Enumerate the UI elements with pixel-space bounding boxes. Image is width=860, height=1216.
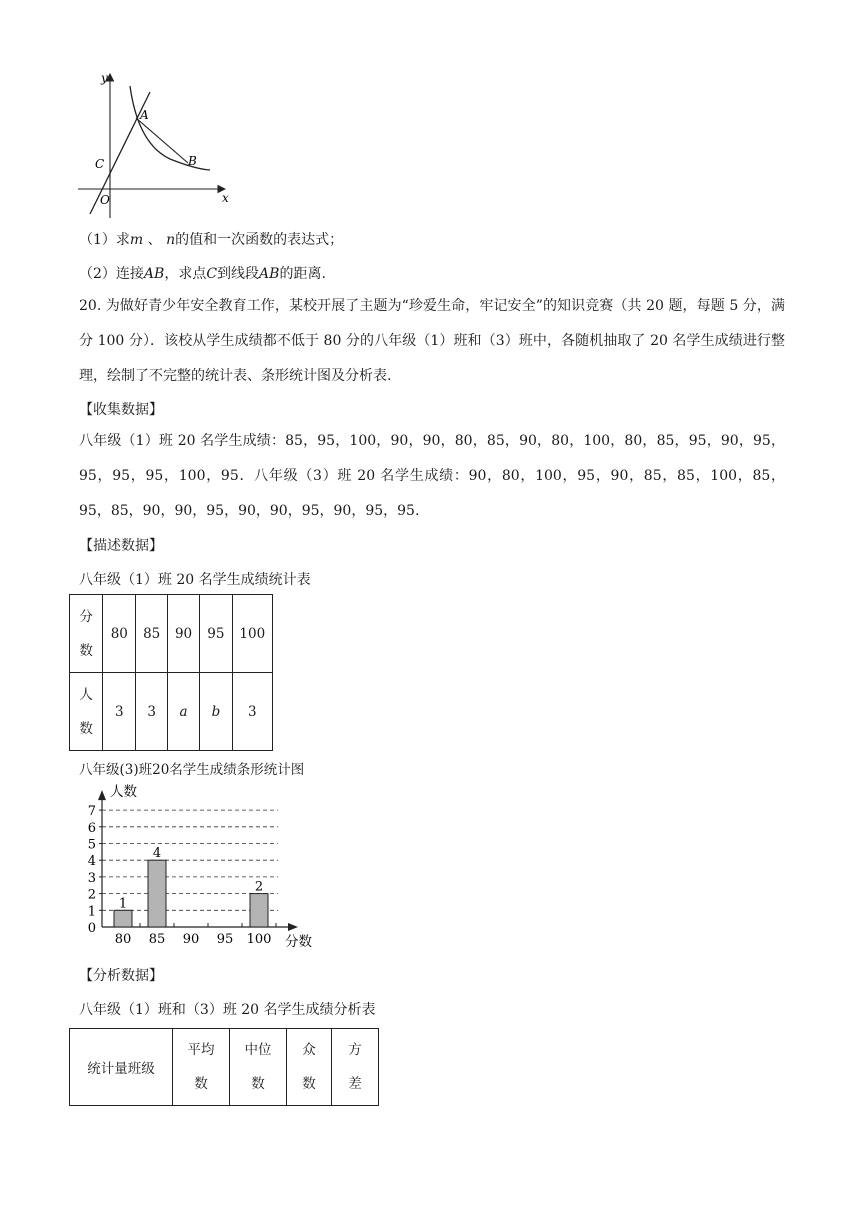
table1-cell: a (167, 673, 199, 751)
x-tick-label: 100 (246, 932, 272, 947)
table1-cell: 3 (232, 673, 272, 751)
y-axis-arrow (98, 790, 106, 800)
table2-corner-cell: 统计量班级 (70, 1029, 173, 1106)
class3-score-bar-chart (80, 778, 330, 954)
bar (148, 860, 166, 927)
chart-title: 八年级(3)班20名学生成绩条形统计图 (79, 762, 305, 778)
y-tick-label: 2 (87, 887, 96, 903)
bar (114, 910, 132, 927)
table2-header-variance: 方 差 (332, 1029, 379, 1106)
q19-part2: （2）连接AB，求点C到线段AB的距离. (79, 266, 326, 282)
x-tick-label: 95 (216, 932, 234, 947)
y-tick-label: 0 (87, 921, 96, 936)
point-c-label: C (95, 157, 105, 171)
y-tick-label: 1 (87, 904, 96, 920)
table2-header-mode: 众 数 (287, 1029, 332, 1106)
y-tick-label: 5 (87, 837, 96, 853)
class1-score-table (69, 594, 273, 751)
table1-cell: 3 (103, 673, 136, 751)
table1-cell: 80 (103, 595, 136, 673)
q19-part1: （1）求m 、 n的值和一次函数的表达式； (79, 232, 344, 248)
q20-intro: 20. 为做好青少年安全教育工作，某校开展了主题为“珍爱生命，牢记安全”的知识竞赛（共 20 题，每题 5 分，满分 100 分）．该校从学生成绩都不低于 80 分的八年级（1）班和（3）班中，各随机抽取了 20 名学生成绩进行整理，绘制了不完整的统计表、条形统计图及分析表. (79, 298, 785, 384)
describe-heading: 【描述数据】 (79, 538, 163, 554)
x-tick-label: 85 (148, 932, 166, 947)
collect-data-text: 八年级（1）班 20 名学生成绩：85，95，100，90，90，80，85，90，80，100，80，85，95，90，95，95，95，95，100，95．八年级（3）班 20 名学生成绩：90，80，100，95，90，85，85，100，85，95，85，90，90，95，90，90，95，90，95，95. (79, 433, 785, 519)
table2-header-mean: 平均 数 (173, 1029, 230, 1106)
table1-cell: 95 (200, 595, 232, 673)
table1-cell: b (200, 673, 232, 751)
x-axis-arrow (288, 923, 298, 931)
hyperbola-curve (130, 86, 210, 170)
x-tick-label: 80 (114, 932, 132, 947)
x-tick-label: 90 (182, 932, 200, 947)
x-axis-title: 分数 (285, 934, 312, 950)
bar-data-label: 2 (254, 879, 264, 895)
table1-count-header: 人 数 (70, 673, 103, 751)
origin-label: O (100, 193, 110, 207)
table1-score-header: 分 数 (70, 595, 103, 673)
y-tick-label: 6 (87, 820, 96, 836)
bar (250, 894, 268, 927)
table1-cell: 85 (136, 595, 167, 673)
segment-ab (136, 118, 188, 163)
analysis-table (69, 1028, 379, 1106)
collect-heading: 【收集数据】 (79, 402, 163, 418)
analyze-heading: 【分析数据】 (79, 968, 163, 984)
point-b-label: B (188, 154, 197, 168)
bar-data-label: 1 (118, 896, 128, 912)
table2-header-median: 中位 数 (230, 1029, 287, 1106)
point-a-label: A (140, 108, 149, 122)
y-axis-label: y (101, 71, 108, 85)
table1-cell: 90 (167, 595, 199, 673)
y-tick-label: 4 (87, 854, 96, 870)
y-tick-label: 3 (87, 870, 96, 886)
y-tick-label: 7 (87, 804, 96, 820)
table1-cell: 100 (232, 595, 272, 673)
function-graph (70, 64, 240, 224)
table1-cell: 3 (136, 673, 167, 751)
table1-title: 八年级（1）班 20 名学生成绩统计表 (79, 572, 311, 588)
table2-title: 八年级（1）班和（3）班 20 名学生成绩分析表 (79, 1002, 376, 1018)
y-axis-title: 人数 (110, 784, 137, 800)
bar-data-label: 4 (152, 846, 162, 862)
x-axis-label: x (222, 191, 229, 205)
